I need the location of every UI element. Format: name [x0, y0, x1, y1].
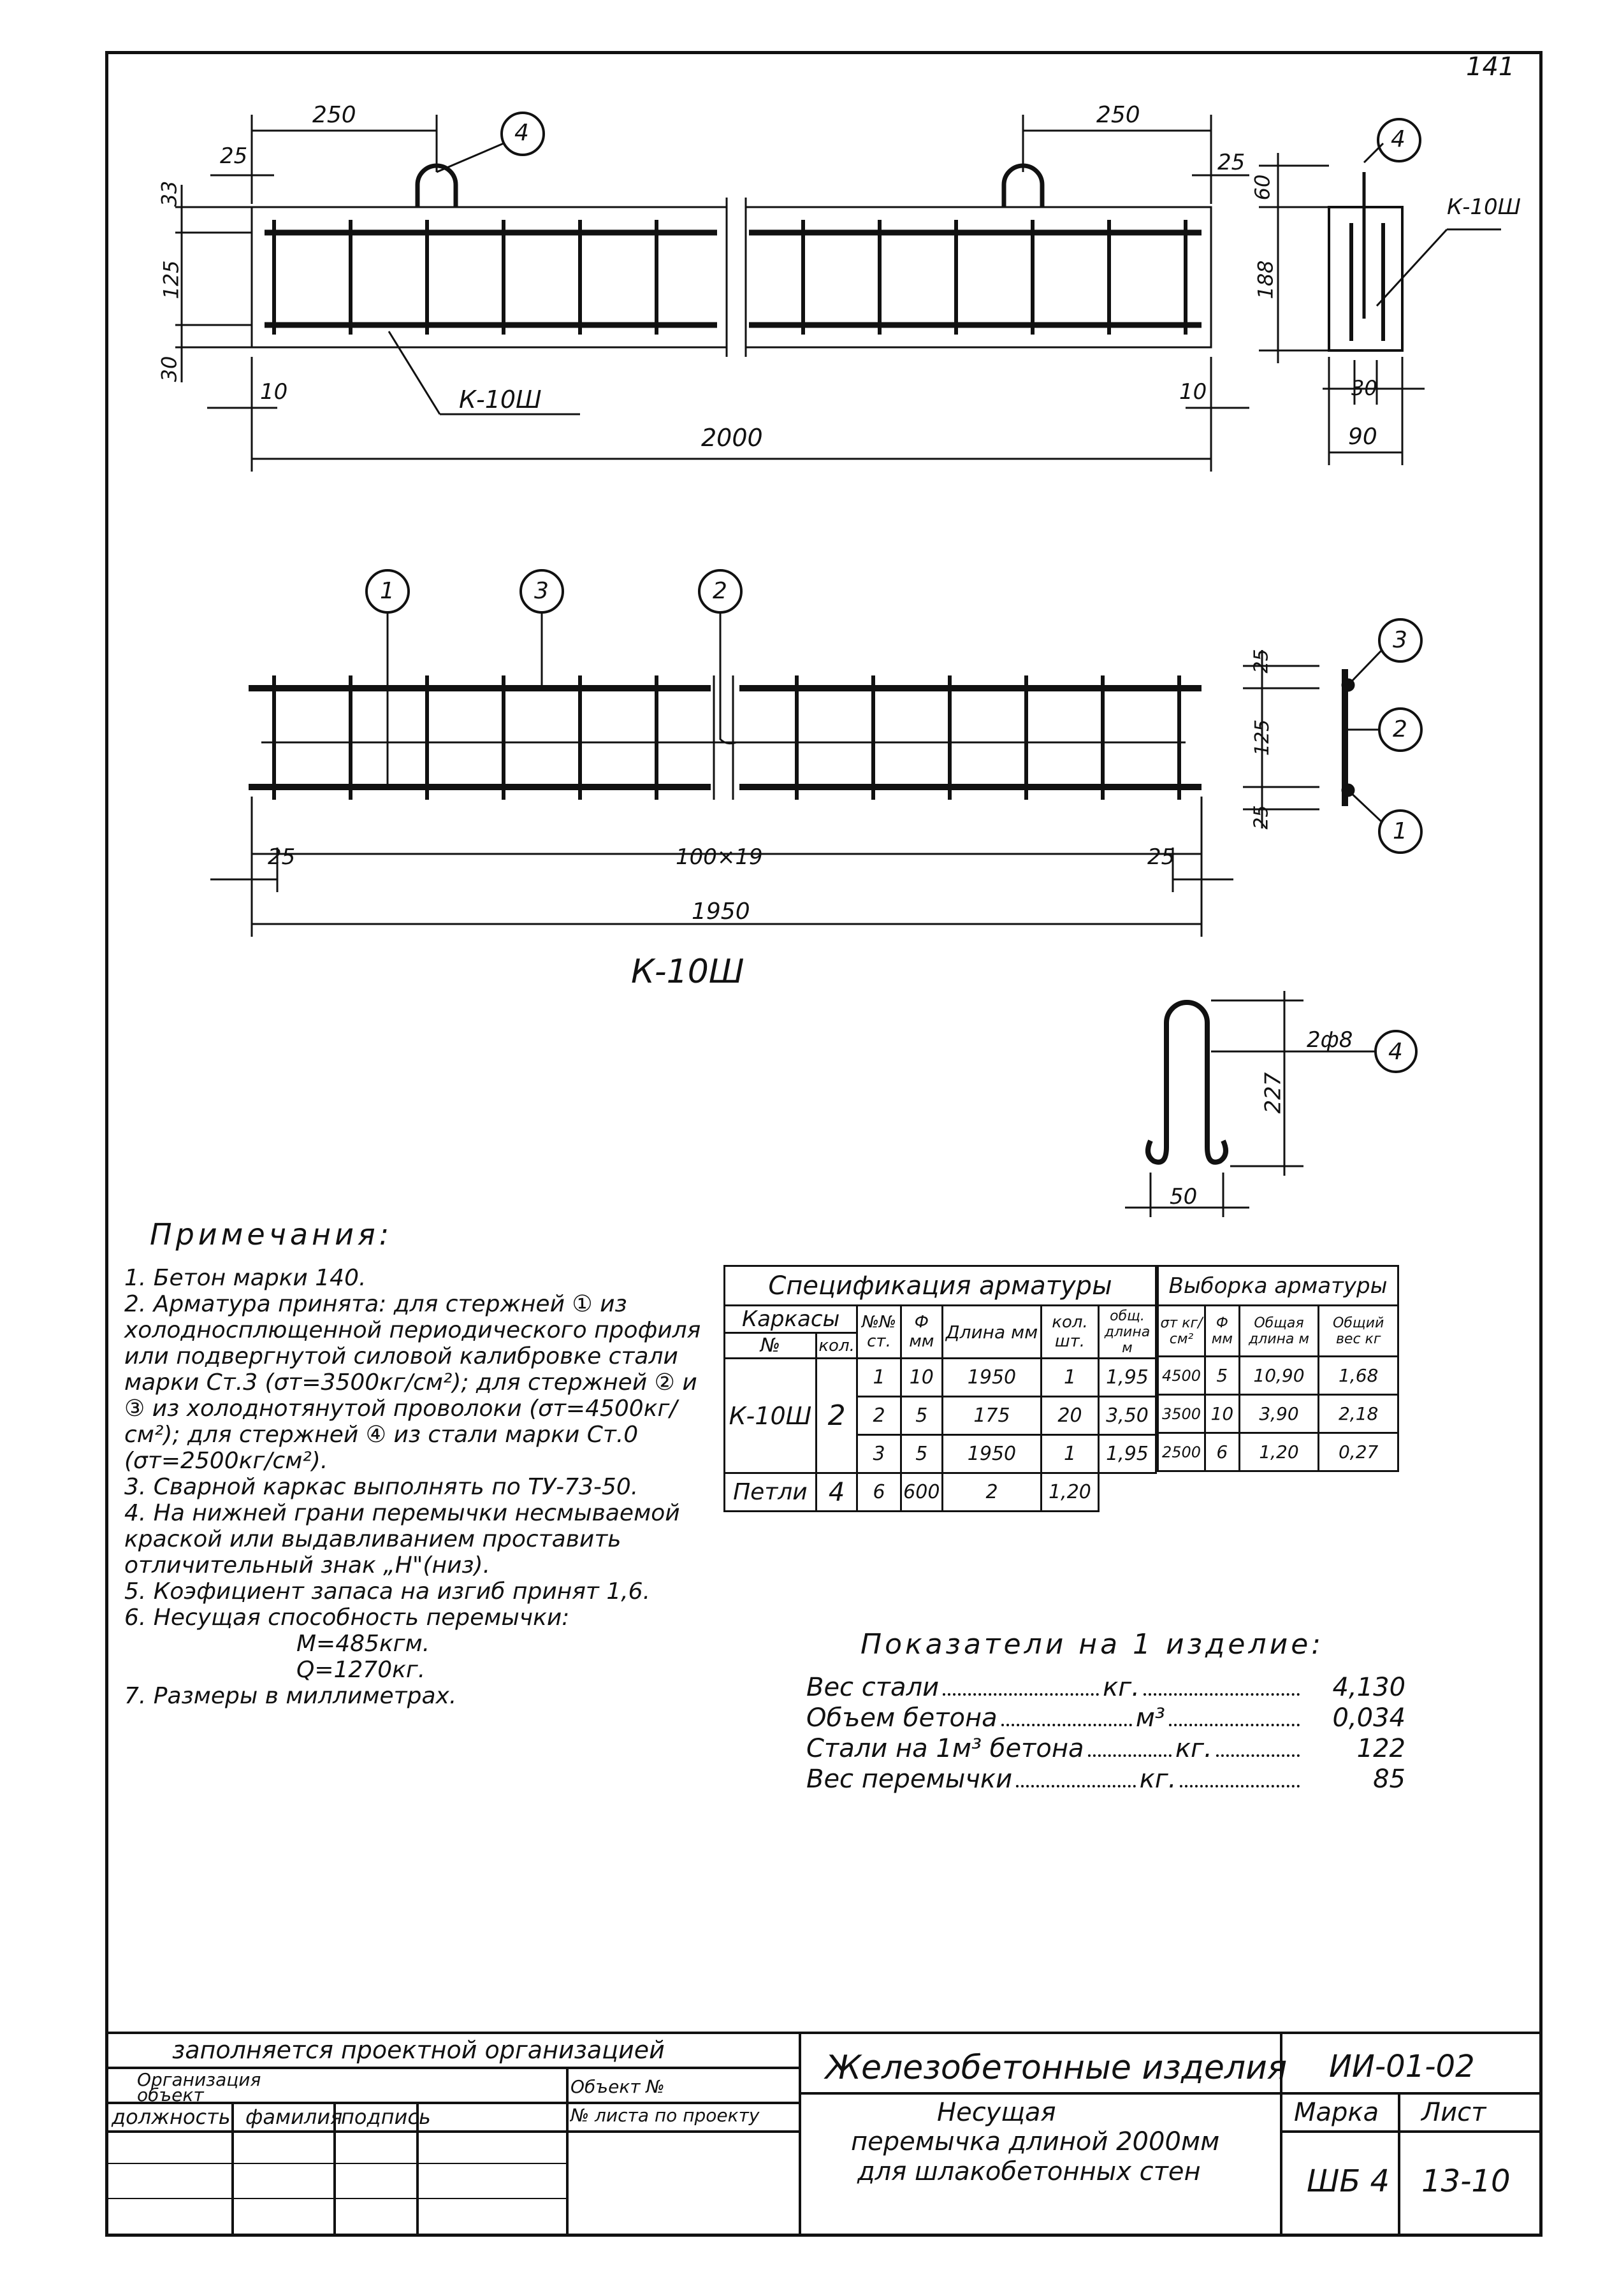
- spec-h-len: Длина мм: [942, 1306, 1041, 1359]
- note-1: 1. Бетон марки 140.: [124, 1265, 367, 1291]
- spec-row-dia: 5: [901, 1397, 942, 1435]
- spec-h-no: №: [725, 1333, 817, 1359]
- indicator-unit: кг.: [1175, 1734, 1212, 1763]
- indicator-value: 0,034: [1332, 1703, 1406, 1733]
- spec-row-no: 1: [857, 1359, 901, 1397]
- select-row-dia: 5: [1205, 1357, 1239, 1395]
- page-number: 141: [1466, 52, 1515, 82]
- indicator-unit: кг.: [1139, 1765, 1177, 1794]
- loop-dim-50: 50: [1170, 1184, 1198, 1209]
- spec-row-no: 2: [857, 1397, 901, 1435]
- spec-row-total: 1,95: [1098, 1359, 1156, 1397]
- section-frame-label: К-10Ш: [1447, 194, 1521, 220]
- frame-callout-1: 1: [380, 578, 395, 604]
- spec-h-pcs: кол. шт.: [1042, 1306, 1099, 1359]
- spec-row-pcs: 20: [1042, 1397, 1099, 1435]
- spec-frames-header: Каркасы: [725, 1306, 857, 1333]
- side-dim-25-bottom: 25: [1250, 805, 1273, 830]
- loop-dim-227: 227: [1260, 1072, 1286, 1114]
- loop-bar-label: 2ф8: [1307, 1027, 1353, 1053]
- capacity-m: М=485кгм.: [296, 1631, 430, 1657]
- indicator-label: Вес стали: [806, 1673, 940, 1702]
- select-row-len: 1,20: [1239, 1433, 1319, 1471]
- select-h-sigma: σт кг/см²: [1158, 1306, 1205, 1357]
- frame-label-top: К-10Ш: [459, 386, 542, 414]
- indicator-value: 122: [1356, 1734, 1406, 1763]
- frame-dim-25-right: 25: [1147, 844, 1175, 870]
- frame-dim-1950: 1950: [692, 899, 750, 925]
- loop-callout-4: 4: [1388, 1039, 1403, 1065]
- spec-loops-total: 1,20: [1042, 1473, 1099, 1512]
- tb-organization: Организация объект: [137, 2069, 261, 2105]
- dim-33: 33: [157, 180, 182, 207]
- spec-row-total: 3,50: [1098, 1397, 1156, 1435]
- spec-loops-label: Петли: [725, 1473, 817, 1512]
- tb-filled-by: заполняется проектной организацией: [172, 2036, 665, 2064]
- spec-row-dia: 5: [901, 1435, 942, 1473]
- spec-title: Спецификация арматуры: [725, 1266, 1156, 1306]
- side-callout-2: 2: [1393, 716, 1407, 742]
- select-row-weight: 0,27: [1319, 1433, 1398, 1471]
- section-dim-188: 188: [1253, 260, 1278, 300]
- dim-30-vertical: 30: [157, 356, 182, 382]
- indicator-value: 85: [1373, 1765, 1405, 1794]
- select-row-len: 3,90: [1239, 1395, 1319, 1433]
- dim-10-right: 10: [1179, 379, 1207, 405]
- spec-h-dia: Ф мм: [901, 1306, 942, 1359]
- note-6: 6. Несущая способность перемычки:: [124, 1605, 570, 1631]
- spec-row-dia: 10: [901, 1359, 942, 1397]
- spec-row-no: 3: [857, 1435, 901, 1473]
- section-dim-60: 60: [1250, 174, 1275, 201]
- indicator-unit: м³: [1135, 1703, 1165, 1733]
- tb-mark-label: Марка: [1294, 2098, 1379, 2127]
- tb-name-line2: перемычка длиной 2000мм: [851, 2127, 1220, 2156]
- dim-250-left: 250: [312, 102, 356, 128]
- tb-sheet-no: № листа по проекту: [570, 2105, 760, 2126]
- frame-callout-2: 2: [713, 578, 727, 604]
- tb-sheet: 13-10: [1421, 2163, 1511, 2199]
- indicator-unit: кг.: [1103, 1673, 1140, 1702]
- indicator-label: Вес перемычки: [806, 1765, 1013, 1794]
- dim-25-right: 25: [1217, 150, 1245, 175]
- tb-mark: ШБ 4: [1307, 2163, 1390, 2199]
- section-dim-30: 30: [1351, 376, 1377, 400]
- side-dim-125: 125: [1251, 719, 1274, 756]
- side-callout-1: 1: [1393, 818, 1407, 844]
- tb-series: Железобетонные изделия: [825, 2049, 1288, 2087]
- tb-name-line1: Несущая: [937, 2098, 1056, 2127]
- frame-callout-3: 3: [534, 578, 549, 604]
- frame-dim-spacing: 100×19: [676, 844, 763, 870]
- spec-row-len: 1950: [942, 1435, 1041, 1473]
- indicator-label: Объем бетона: [806, 1703, 998, 1733]
- spec-frame-qty: 2: [816, 1359, 857, 1473]
- note-5: 5. Коэфициент запаса на изгиб принят 1,6.: [124, 1578, 651, 1605]
- frame-dim-25-left: 25: [268, 844, 296, 870]
- spec-loops-pcs: 2: [942, 1473, 1041, 1512]
- select-row-sigma: 2500: [1158, 1433, 1205, 1471]
- dim-125-vertical: 125: [159, 260, 184, 300]
- tb-signature: подпись: [341, 2105, 431, 2129]
- select-row-dia: 10: [1205, 1395, 1239, 1433]
- spec-h-qty: кол.: [816, 1333, 857, 1359]
- spec-loops-len: 600: [901, 1473, 942, 1512]
- indicator-label: Стали на 1м³ бетона: [806, 1734, 1084, 1763]
- note-7: 7. Размеры в миллиметрах.: [124, 1683, 457, 1709]
- select-row-dia: 6: [1205, 1433, 1239, 1471]
- tb-surname: фамилия: [245, 2105, 343, 2129]
- select-h-dia: Ф мм: [1205, 1306, 1239, 1357]
- select-row-weight: 1,68: [1319, 1357, 1398, 1395]
- note-4: 4. На нижней грани перемычки несмываемой краской или выдавливанием проставить отличительный знак „Н"(низ).: [124, 1500, 680, 1578]
- spec-row-len: 175: [942, 1397, 1041, 1435]
- spec-row-pcs: 1: [1042, 1359, 1099, 1397]
- select-row-weight: 2,18: [1319, 1395, 1398, 1433]
- tb-position: должность: [112, 2105, 231, 2129]
- select-h-weight: Общий вес кг: [1319, 1306, 1398, 1357]
- dim-25-left: 25: [220, 143, 248, 169]
- notes-title: Примечания:: [150, 1217, 393, 1252]
- tb-name-line3: для шлакобетонных стен: [857, 2157, 1201, 2186]
- spec-row-pcs: 1: [1042, 1435, 1099, 1473]
- callout-4-top: 4: [514, 120, 529, 146]
- spec-row-total: 1,95: [1098, 1435, 1156, 1473]
- spec-h-total: общ. длина м: [1098, 1306, 1156, 1359]
- section-dim-90: 90: [1348, 424, 1377, 450]
- tb-sheet-label: Лист: [1421, 2098, 1486, 2127]
- note-3: 3. Сварной каркас выполнять по ТУ-73-50.: [124, 1474, 639, 1500]
- dim-10-left: 10: [260, 379, 288, 405]
- select-row-len: 10,90: [1239, 1357, 1319, 1395]
- side-callout-3: 3: [1393, 627, 1407, 653]
- side-dim-25-top: 25: [1250, 649, 1273, 674]
- tb-object-no: Объект №: [570, 2076, 665, 2097]
- spec-row-len: 1950: [942, 1359, 1041, 1397]
- dim-250-right: 250: [1096, 102, 1140, 128]
- spec-frame-name: К-10Ш: [725, 1359, 817, 1473]
- spec-loops-qty: 4: [816, 1473, 857, 1512]
- note-2: 2. Арматура принята: для стержней ① из холодносплющенной периодического профиля или подвергнутой силовой калибровке стали марки Ст.3 (σт=3500кг/см²); для стержней ② и ③ из холоднотянутой проволоки (σт=4500кг/см²); для стержней ④ из стали марки Ст.0 (σт=2500кг/см²).: [124, 1291, 701, 1474]
- spec-loops-dia: 6: [857, 1473, 901, 1512]
- indicators-title: Показатели на 1 изделие:: [860, 1628, 1325, 1661]
- dim-2000: 2000: [701, 424, 763, 452]
- select-h-len: Общая длина м: [1239, 1306, 1319, 1357]
- capacity-q: Q=1270кг.: [296, 1657, 426, 1683]
- select-row-sigma: 4500: [1158, 1357, 1205, 1395]
- section-callout-4: 4: [1391, 126, 1405, 152]
- frame-title: К-10Ш: [631, 953, 744, 991]
- select-title: Выборка арматуры: [1158, 1266, 1398, 1306]
- tb-code: ИИ-01-02: [1329, 2049, 1475, 2084]
- indicator-value: 4,130: [1332, 1673, 1406, 1702]
- select-row-sigma: 3500: [1158, 1395, 1205, 1433]
- spec-h-rod-no: №№ ст.: [857, 1306, 901, 1359]
